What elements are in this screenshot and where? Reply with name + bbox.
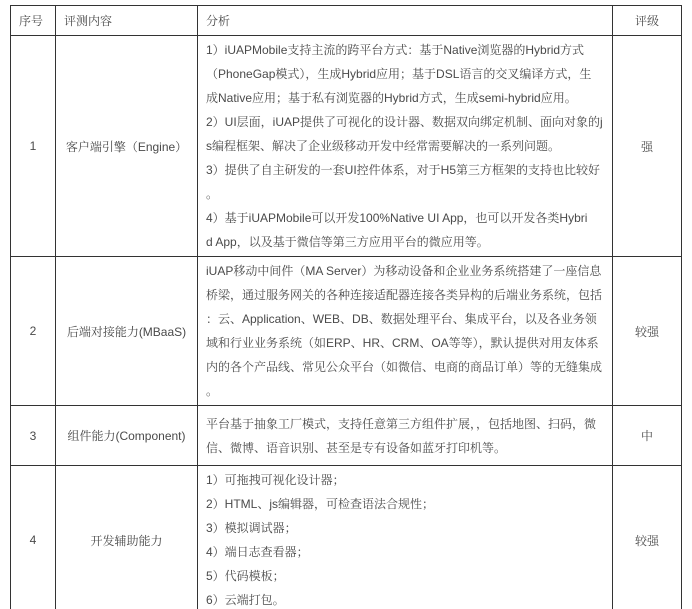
table-row bbox=[11, 406, 682, 466]
analysis-cell: 1）可拖拽可视化设计器； 2）HTML、js编辑器，可检查语法合规性； 3）模拟调试器； 4）端日志查看器； 5）代码模板； 6）云端打包。 bbox=[198, 466, 613, 609]
header-rating: 评级 bbox=[613, 6, 682, 36]
rating-cell: 较强 bbox=[613, 257, 682, 406]
row-number-cell: 2 bbox=[11, 257, 56, 406]
table-row bbox=[11, 36, 682, 257]
rating-cell: 中 bbox=[613, 406, 682, 466]
analysis-cell: iUAP移动中间件（MA Server）为移动设备和企业业务系统搭建了一座信息 桥梁，通过服务网关的各种连接适配器连接各类异构的后端业务系统，包括 ：云、Application、WEB、DB、数据处理平台、集成平台，以及各业务领 域和行业业务系统（如ERP、HR、CRM、OA等等），默认提供对用友体系 内的各个产品线、常见公众平台（如微信、电商的商品订单）等的无缝集成 。 bbox=[198, 257, 613, 406]
header-row bbox=[11, 6, 682, 36]
row-number-cell: 4 bbox=[11, 466, 56, 609]
content-cell: 后端对接能力(MBaaS) bbox=[56, 257, 198, 406]
header-seq: 序号 bbox=[11, 6, 56, 36]
analysis-cell: 1）iUAPMobile支持主流的跨平台方式：基于Native浏览器的Hybrid方式 （PhoneGap模式），生成Hybrid应用；基于DSL语言的交叉编译方式，生 成Native应用；基于私有浏览器的Hybrid方式，生成semi-hybrid应用。 2）UI层面，iUAP提供了可视化的设计器、数据双向绑定机制、面向对象的j s编程框架、解决了企业级移动开发中经常需要解决的一系列问题。 3）提供了自主研发的一套UI控件体系，对于H5第三方框架的支持也比较好 。 4）基于iUAPMobile可以开发100%Native UI App，也可以开发各类Hybri d App，以及基于微信等第三方应用平台的微应用等。 bbox=[198, 36, 613, 257]
row-number-cell: 3 bbox=[11, 406, 56, 466]
table-row bbox=[11, 257, 682, 406]
content-cell: 客户端引擎（Engine） bbox=[56, 36, 198, 257]
content-cell: 组件能力(Component) bbox=[56, 406, 198, 466]
header-content: 评测内容 bbox=[56, 6, 198, 36]
rating-cell: 较强 bbox=[613, 466, 682, 609]
rating-cell: 强 bbox=[613, 36, 682, 257]
evaluation-table bbox=[10, 5, 682, 609]
table-row bbox=[11, 466, 682, 609]
row-number-cell: 1 bbox=[11, 36, 56, 257]
analysis-cell: 平台基于抽象工厂模式，支持任意第三方组件扩展，，包括地图、扫码，微 信、微博、语音识别、甚至是专有设备如蓝牙打印机等。 bbox=[198, 406, 613, 466]
content-cell: 开发辅助能力 bbox=[56, 466, 198, 609]
header-analysis: 分析 bbox=[198, 6, 613, 36]
